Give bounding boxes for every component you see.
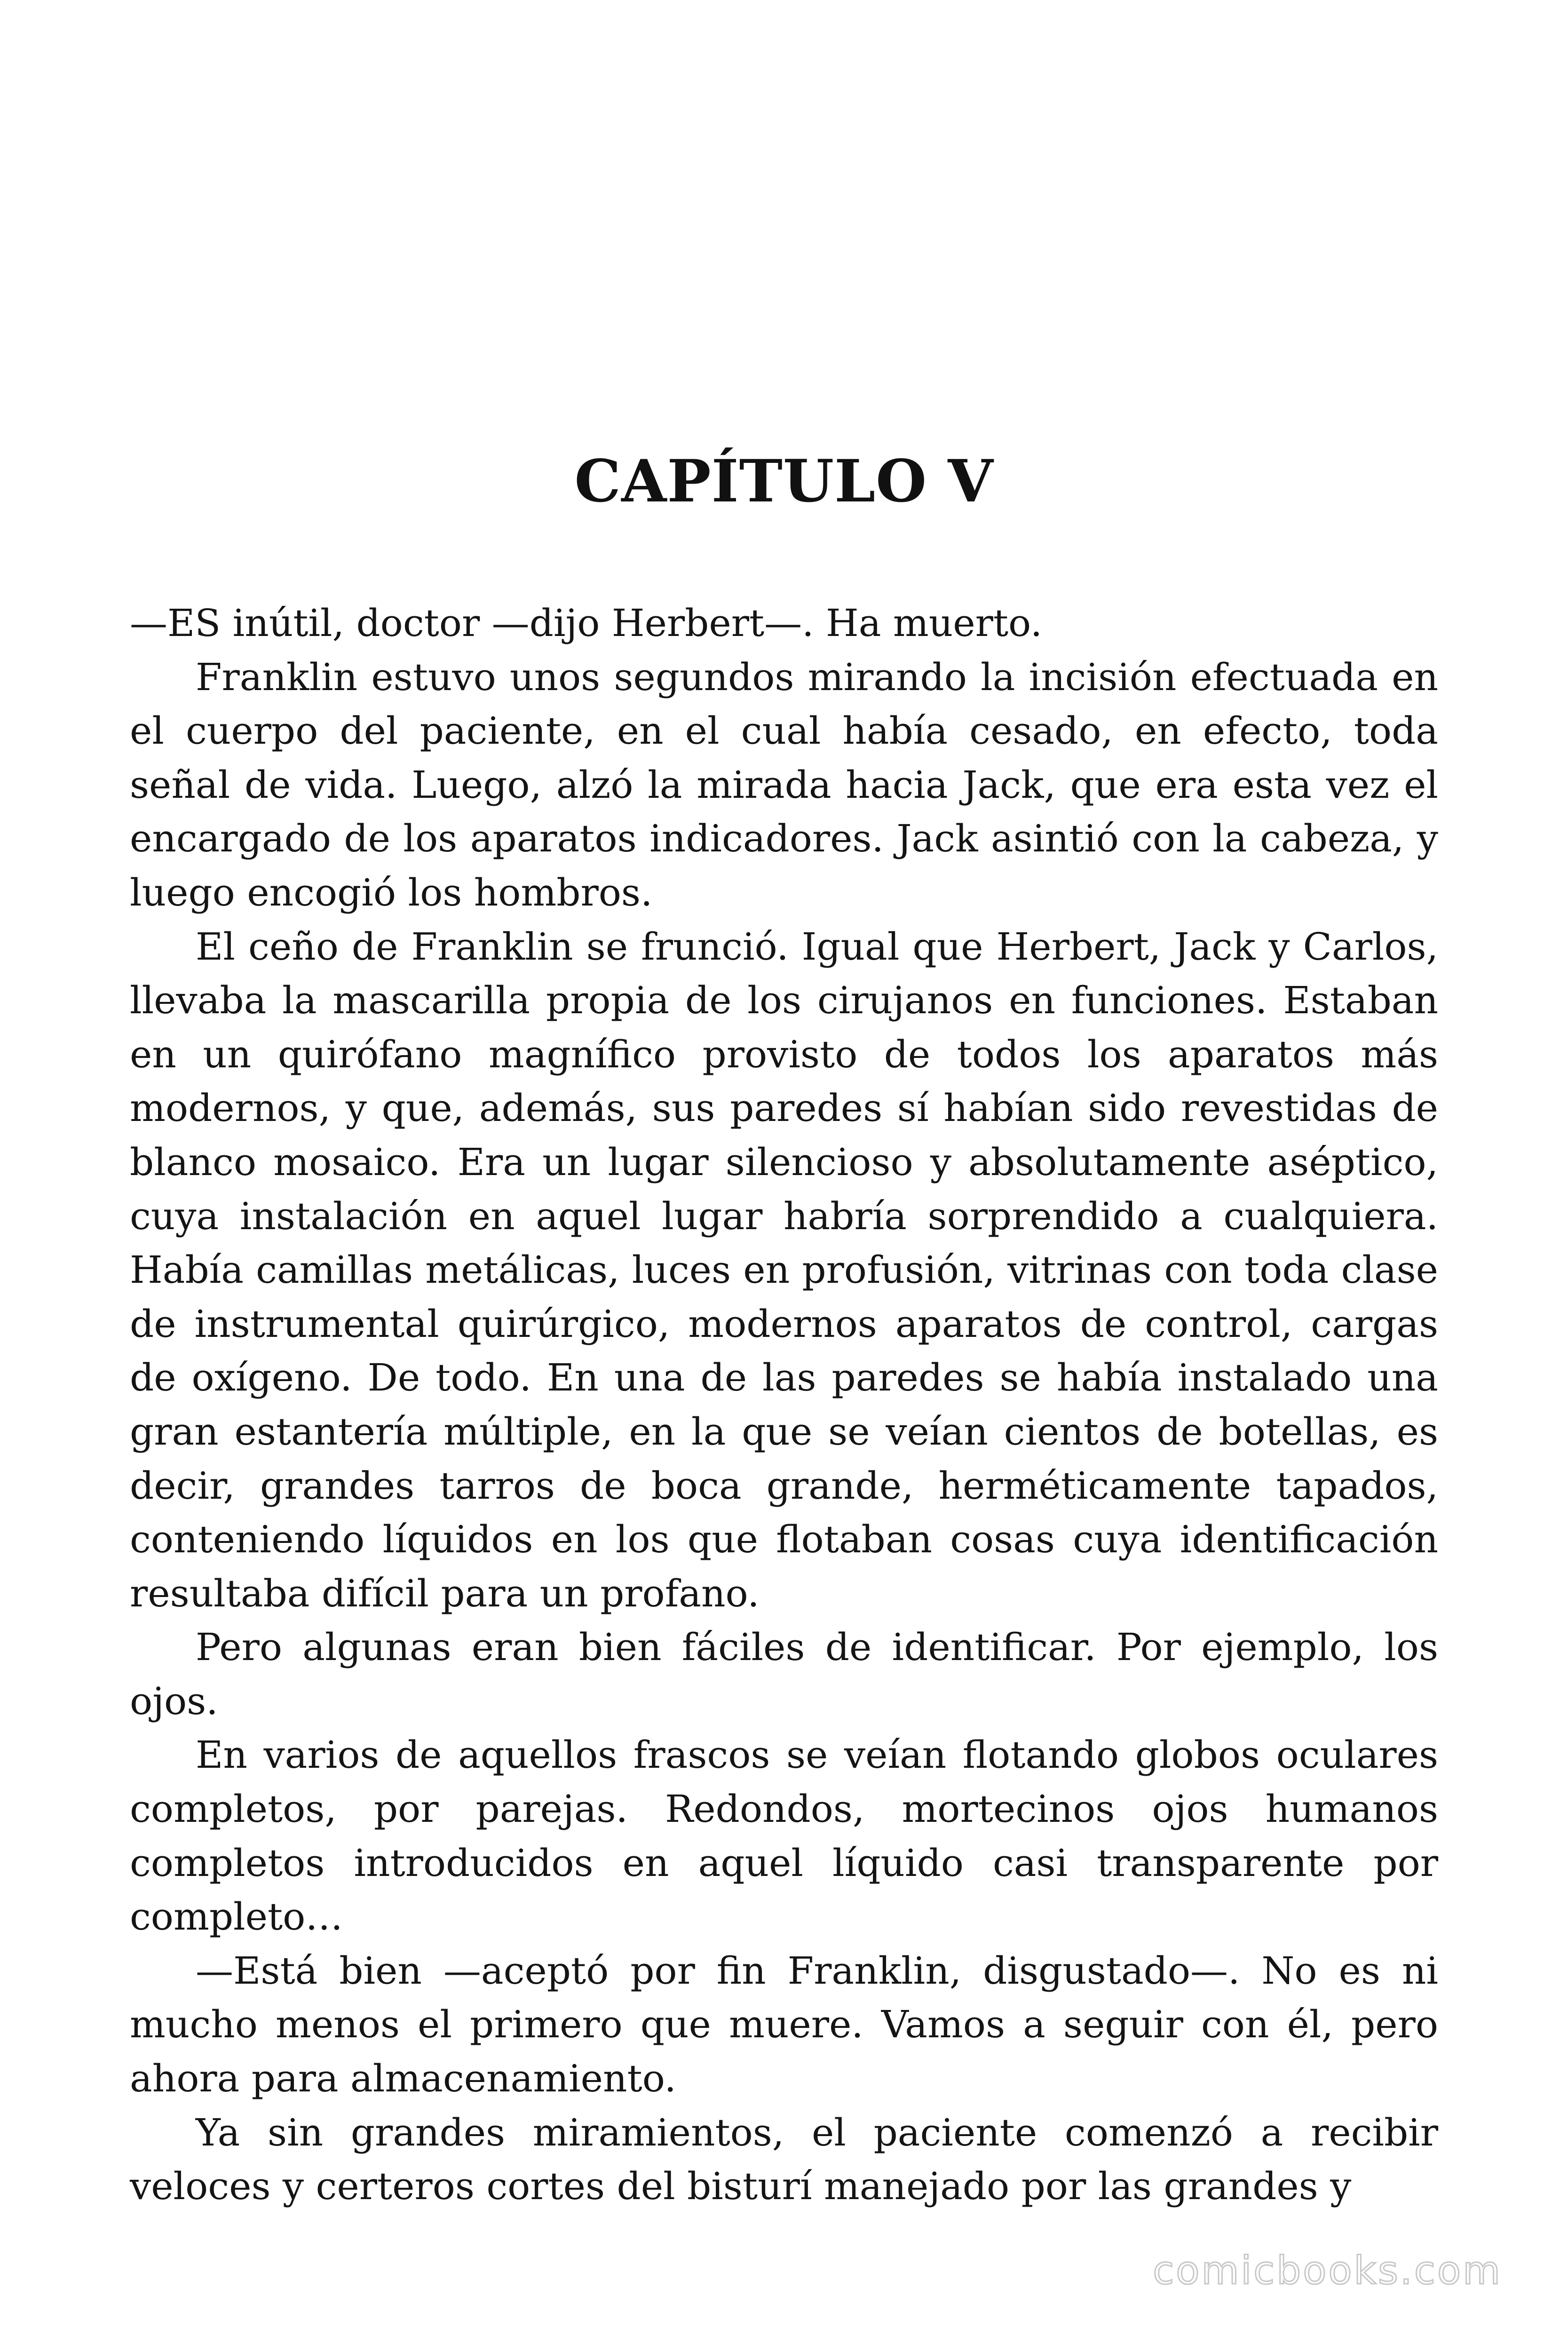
paragraph: En varios de aquellos frascos se veían flotando globos oculares completos, por parejas. Redondos, mortecinos ojos humanos completos introducidos en aquel líquido casi transparente por completo… bbox=[130, 1733, 1438, 1939]
watermark: comicbooks.com bbox=[1153, 2249, 1502, 2293]
paragraph: —Está bien —aceptó por fin Franklin, disgustado—. No es ni mucho menos el primero que muere. Vamos a seguir con él, pero ahora para almacenamiento. bbox=[130, 1948, 1438, 2101]
paragraph: Ya sin grandes miramientos, el paciente comenzó a recibir veloces y certeros cortes del bisturí manejado por las grandes y bbox=[130, 2110, 1438, 2209]
paragraph: Pero algunas eran bien fáciles de identificar. Por ejemplo, los ojos. bbox=[130, 1625, 1438, 1723]
paragraph: Franklin estuvo unos segundos mirando la incisión efectuada en el cuerpo del paciente, en el cual había cesado, en efecto, toda señal de vida. Luego, alzó la mirada hacia Jack, que era esta vez el encargado de los aparatos indicadores. Jack asintió con la cabeza, y luego encogió los hombros. bbox=[130, 655, 1438, 914]
paragraph: —ES inútil, doctor —dijo Herbert—. Ha muerto. bbox=[130, 601, 1043, 645]
chapter-body bbox=[130, 596, 1438, 2214]
paragraph: El ceño de Franklin se frunció. Igual que Herbert, Jack y Carlos, llevaba la mascarilla propia de los cirujanos en funciones. Estaban en un quirófano magnífico provisto de todos los aparatos más modernos, y que, además, sus paredes sí habían sido revestidas de blanco mosaico. Era un lugar silencioso y absolutamente aséptico, cuya instalación en aquel lugar habría sorprendido a cualquiera. Había camillas metálicas, luces en profusión, vitrinas con toda clase de instrumental quirúrgico, modernos aparatos de control, cargas de oxígeno. De todo. En una de las paredes se había instalado una gran estantería múltiple, en la que se veían cientos de botellas, es decir, grandes tarros de boca grande, herméticamente tapados, conteniendo líquidos en los que flotaban cosas cuya identificación resultaba difícil para un profano. bbox=[130, 924, 1438, 1615]
chapter-title: CAPÍTULO V bbox=[574, 447, 994, 516]
